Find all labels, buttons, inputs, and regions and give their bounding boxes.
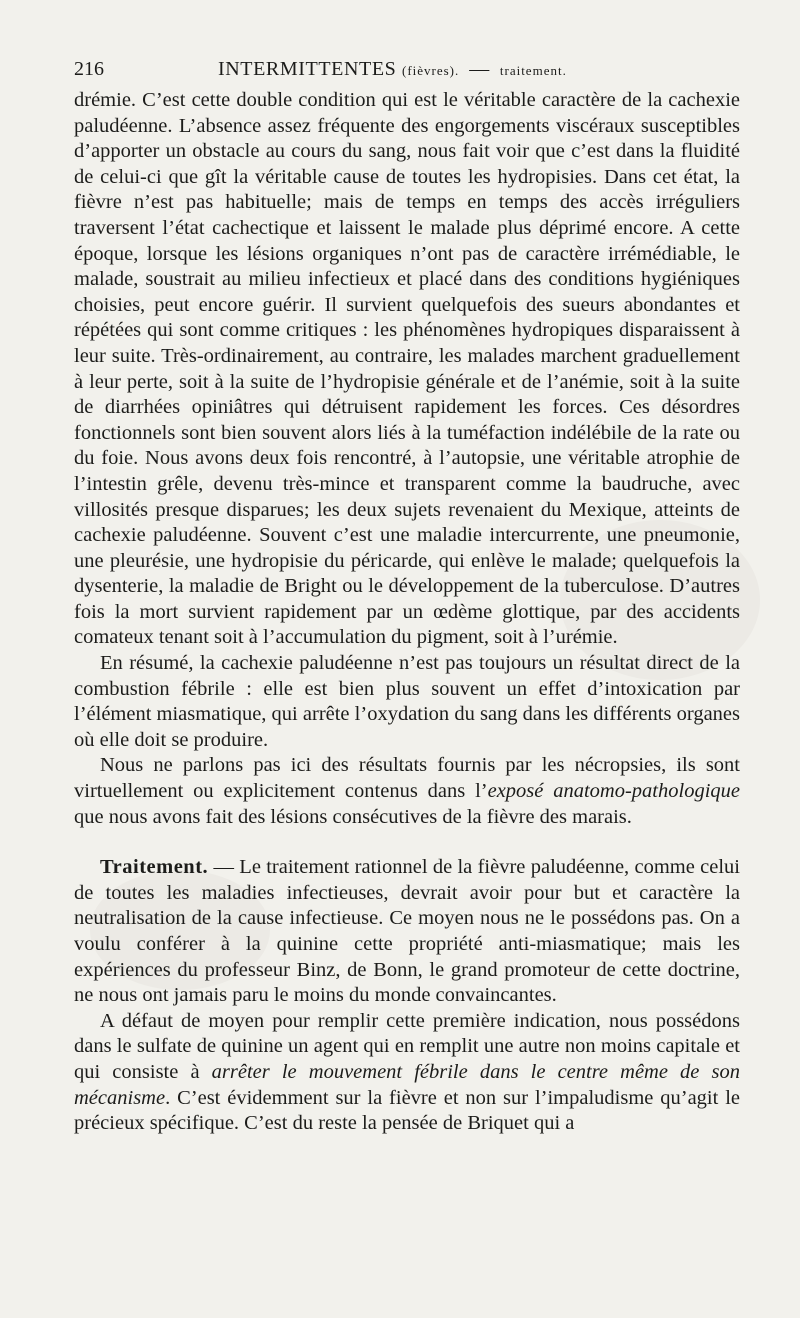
- paragraph-traitement: [74, 855, 740, 1009]
- running-title-subtitle: (fièvres).: [401, 63, 460, 78]
- running-title-section: traitement.: [499, 63, 567, 78]
- paragraph-resume: En résumé, la cachexie paludéenne n’est pas toujours un résultat direct de la combustion fébrile : elle est bien plus souvent un effet d’intoxication par l’élément miasmatique, qui arrête l’oxydation du sang dans les différents organes où elle doit se produire.: [74, 652, 740, 751]
- running-title: [218, 54, 567, 86]
- page-content: [74, 50, 740, 1137]
- paragraph-sulfate-quinine: [74, 1009, 740, 1137]
- paragraph-cachexie: drémie. C’est cette double condition qui est le véritable caractère de la cachexie paludéenne. L’absence assez fréquente des engorgements viscéraux susceptibles d’apporter un obstacle au cours du sang, nous fait voir que c’est dans la fluidité de celui-ci que gît la véritable cause de toutes les hydropisies. Dans cet état, la fièvre n’est pas habituelle; mais de temps en temps des accès irréguliers traversent l’état cachectique et laissent le malade plus déprimé encore. A cette époque, lorsque les lésions organiques n’ont pas de caractère irrémédiable, le malade, soustrait au milieu infectieux et placé dans des conditions hygiéniques choisies, peut encore guérir. Il survient quelquefois des sueurs abondantes et répétées qui sont comme critiques : les phénomènes hydropiques disparaissent à leur suite. Très-ordinairement, au contraire, les malades marchent graduellement à leur perte, soit à la suite de l’hydropisie générale et de l’anémie, soit à la suite de diarrhées opiniâtres qui détruisent rapidement les forces. Ces désordres fonctionnels sont bien souvent alors liés à la tuméfaction indélébile de la rate ou du foie. Nous avons deux fois rencontré, à l’autopsie, une véritable atrophie de l’intestin grêle, devenu très-mince et transparent comme la baudruche, avec villosités presque disparues; les deux sujets revenaient du Mexique, atteints de cachexie paludéenne. Souvent c’est une maladie intercurrente, une pneumonie, une pleurésie, une hydropisie du péricarde, qui enlève le malade; quelquefois la dysenterie, la maladie de Bright ou le développement de la tuberculose. D’autres fois la mort survient rapidement par un œdème glottique, par des accidents comateux tenant soit à l’accumulation du pigment, soit à l’urémie.: [74, 89, 740, 649]
- italic-phrase: arrêter le mouvement fébrile dans le centre même de son mécanisme: [74, 1060, 740, 1109]
- paragraph-text: A défaut de moyen pour remplir cette première indication, nous possédons dans le sulfate de quinine un agent qui en remplit une autre non moins capitale et qui consiste à: [74, 1009, 740, 1083]
- running-title-dash: —: [469, 58, 490, 80]
- body-text: [74, 88, 740, 1137]
- paragraph-text: — Le traitement rationnel de la fièvre paludéenne, comme celui de toutes les maladies infectieuses, devrait avoir pour but et caractère la neutralisation de la cause infectieuse. Ce moyen nous ne le possédons pas. On a voulu conférer à la quinine cette propriété anti-miasmatique; mais les expériences du professeur Binz, de Bonn, le grand promoteur de cette doctrine, ne nous ont jamais paru le moins du monde convaincantes.: [74, 856, 740, 1007]
- paragraph-text: . C’est évidemment sur la fièvre et non sur l’impaludisme qu’agit le précieux spécifique. C’est du reste la pensée de Briquet qui a: [74, 1086, 740, 1135]
- paragraph-text: Nous ne parlons pas ici des résultats fournis par les nécropsies, ils sont virtuellement ou explicitement contenus dans l’: [74, 754, 740, 803]
- italic-phrase: exposé anatomo-pathologique: [487, 780, 740, 803]
- section-heading-traitement: Traitement.: [100, 856, 209, 879]
- page-number: 216: [74, 58, 104, 80]
- running-title-main: INTERMITTENTES: [218, 58, 397, 80]
- running-header: [74, 50, 740, 88]
- paragraph-necropsies: [74, 753, 740, 830]
- paragraph-text: que nous avons fait des lésions consécutives de la fièvre des marais.: [74, 805, 632, 828]
